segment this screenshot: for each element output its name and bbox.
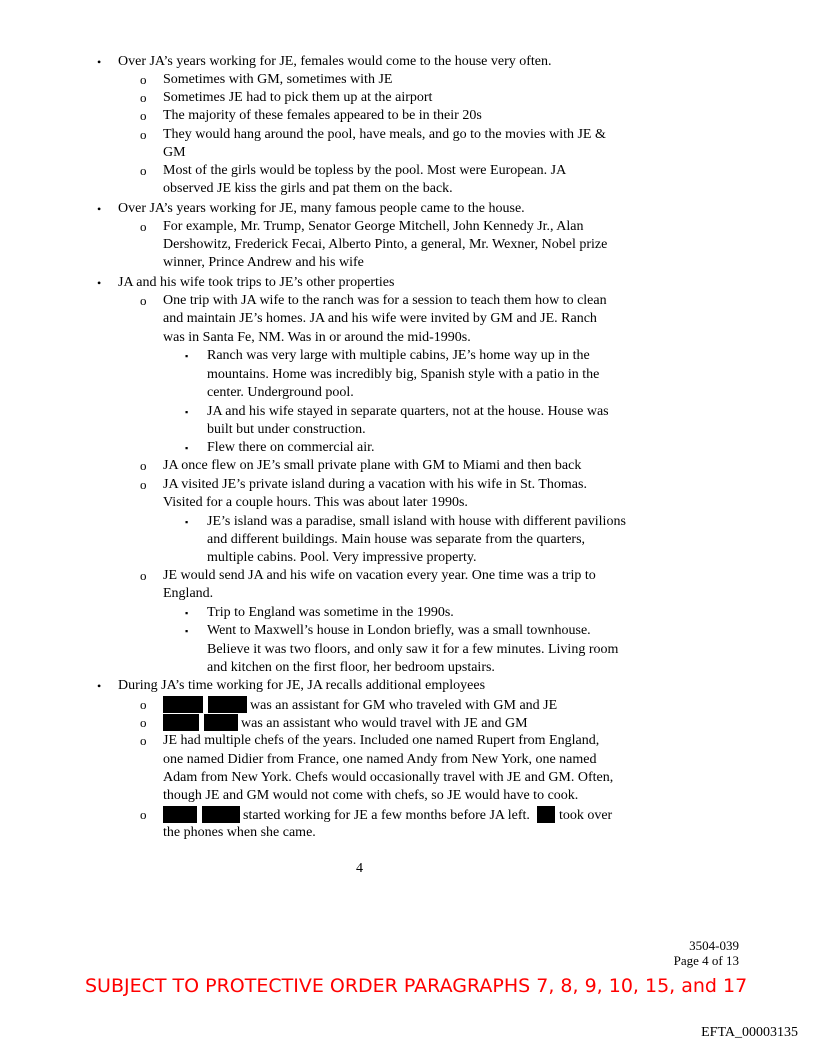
sub-sub-bullet-marker: ▪ [185,443,189,453]
text-line: center. Underground pool. [207,385,354,400]
text-line: multiple cabins. Pool. Very impressive property. [207,550,477,565]
redaction-block [204,714,238,731]
sub-bullet-marker: o [140,90,147,105]
text-line: observed JE kiss the girls and pat them on the back. [163,181,453,196]
sub-bullet-marker: o [140,568,147,583]
sub-bullet-marker: o [140,458,147,473]
redaction-block [537,806,555,823]
text-line-redacted [163,806,612,825]
text-line: and maintain JE’s homes. JA and his wife were invited by GM and JE. Ranch [163,311,597,326]
text-line: Over JA’s years working for JE, females would come to the house very often. [118,54,552,69]
redaction-block [163,696,203,713]
text-line: For example, Mr. Trump, Senator George Mitchell, John Kennedy Jr., Alan [163,219,584,234]
sub-sub-bullet-marker: ▪ [185,608,189,618]
page-number: 4 [356,861,363,876]
bullet-marker: • [97,202,102,216]
bates-number: EFTA_00003135 [701,1025,798,1040]
text-line: took over [558,808,613,823]
redaction-block [163,714,199,731]
text-line: winner, Prince Andrew and his wife [163,255,364,270]
text-line: and kitchen on the first floor, her bedroom upstairs. [207,660,495,675]
text-line: one named Didier from France, one named Andy from New York, one named [163,752,597,767]
text-line: Trip to England was sometime in the 1990s. [207,605,454,620]
footer-page-count: Page 4 of 13 [673,953,739,968]
text-line: JA and his wife took trips to JE’s other properties [118,275,395,290]
bullet-marker: • [97,679,102,693]
bullet-marker: • [97,55,102,69]
sub-sub-bullet-marker: ▪ [185,407,189,417]
sub-sub-bullet-marker: ▪ [185,517,189,527]
redaction-block [208,696,247,713]
footer-ref-number: 3504-039 [689,938,739,953]
text-line: Flew there on commercial air. [207,440,375,455]
sub-bullet-marker: o [140,697,147,712]
text-line: One trip with JA wife to the ranch was for a session to teach them how to clean [163,293,607,308]
sub-bullet-marker: o [140,219,147,234]
bullet-marker: • [97,276,102,290]
text-line: Most of the girls would be topless by the pool. Most were European. JA [163,163,567,178]
sub-bullet-marker: o [140,127,147,142]
sub-sub-bullet-marker: ▪ [185,351,189,361]
text-line: They would hang around the pool, have meals, and go to the movies with JE & [163,127,606,142]
text-line: JE would send JA and his wife on vacation every year. One time was a trip to [163,568,596,583]
text-line: started working for JE a few months before JA left. [243,808,530,823]
redaction-block [163,806,197,823]
sub-bullet-marker: o [140,715,147,730]
sub-sub-bullet-marker: ▪ [185,626,189,636]
text-line: JA and his wife stayed in separate quarters, not at the house. House was [207,404,609,419]
text-line-redacted [163,696,557,715]
text-line: Believe it was two floors, and only saw it for a few minutes. Living room [207,642,619,657]
text-line: the phones when she came. [163,825,316,840]
text-line: Over JA’s years working for JE, many famous people came to the house. [118,201,525,216]
sub-bullet-marker: o [140,163,147,178]
sub-bullet-marker: o [140,293,147,308]
text-line: was an assistant who would travel with JE and GM [241,716,528,731]
redaction-block [202,806,240,823]
sub-bullet-marker: o [140,72,147,87]
text-line: though JE and GM would not come with chefs, so JE would have to cook. [163,788,579,803]
text-line: was in Santa Fe, NM. Was in or around the mid-1990s. [163,330,471,345]
text-line: GM [163,145,186,160]
sub-bullet-marker: o [140,108,147,123]
text-line: Visited for a couple hours. This was about later 1990s. [163,495,468,510]
sub-bullet-marker: o [140,477,147,492]
footer-reference [674,938,739,968]
text-line: Sometimes JE had to pick them up at the airport [163,90,433,105]
text-line: The majority of these females appeared to be in their 20s [163,108,482,123]
sub-bullet-marker: o [140,807,147,822]
sub-bullet-marker: o [140,733,147,748]
protective-order-banner: SUBJECT TO PROTECTIVE ORDER PARAGRAPHS 7, 8, 9, 10, 15, and 17 [85,975,748,997]
text-line: Ranch was very large with multiple cabins, JE’s home way up in the [207,348,590,363]
text-line: JE had multiple chefs of the years. Included one named Rupert from England, [163,733,600,748]
text-line: and different buildings. Main house was separate from the quarters, [207,532,586,547]
text-line: Went to Maxwell’s house in London briefly, was a small townhouse. [207,623,591,638]
text-line: built but under construction. [207,422,366,437]
text-line: During JA’s time working for JE, JA recalls additional employees [118,678,486,693]
text-line-redacted [163,714,528,733]
text-line: mountains. Home was incredibly big, Spanish style with a patio in the [207,367,600,382]
text-line: England. [163,586,214,601]
text-line: JA once flew on JE’s small private plane with GM to Miami and then back [163,458,582,473]
text-line: JA visited JE’s private island during a vacation with his wife in St. Thomas. [163,477,587,492]
text-line: Adam from New York. Chefs would occasionally travel with JE and GM. Often, [163,770,614,785]
text-line: JE’s island was a paradise, small island with house with different pavilions [207,514,626,529]
text-line: Sometimes with GM, sometimes with JE [163,72,393,87]
text-line: was an assistant for GM who traveled with GM and JE [250,698,558,713]
text-line: Dershowitz, Frederick Fecai, Alberto Pinto, a general, Mr. Wexner, Nobel prize [163,237,608,252]
